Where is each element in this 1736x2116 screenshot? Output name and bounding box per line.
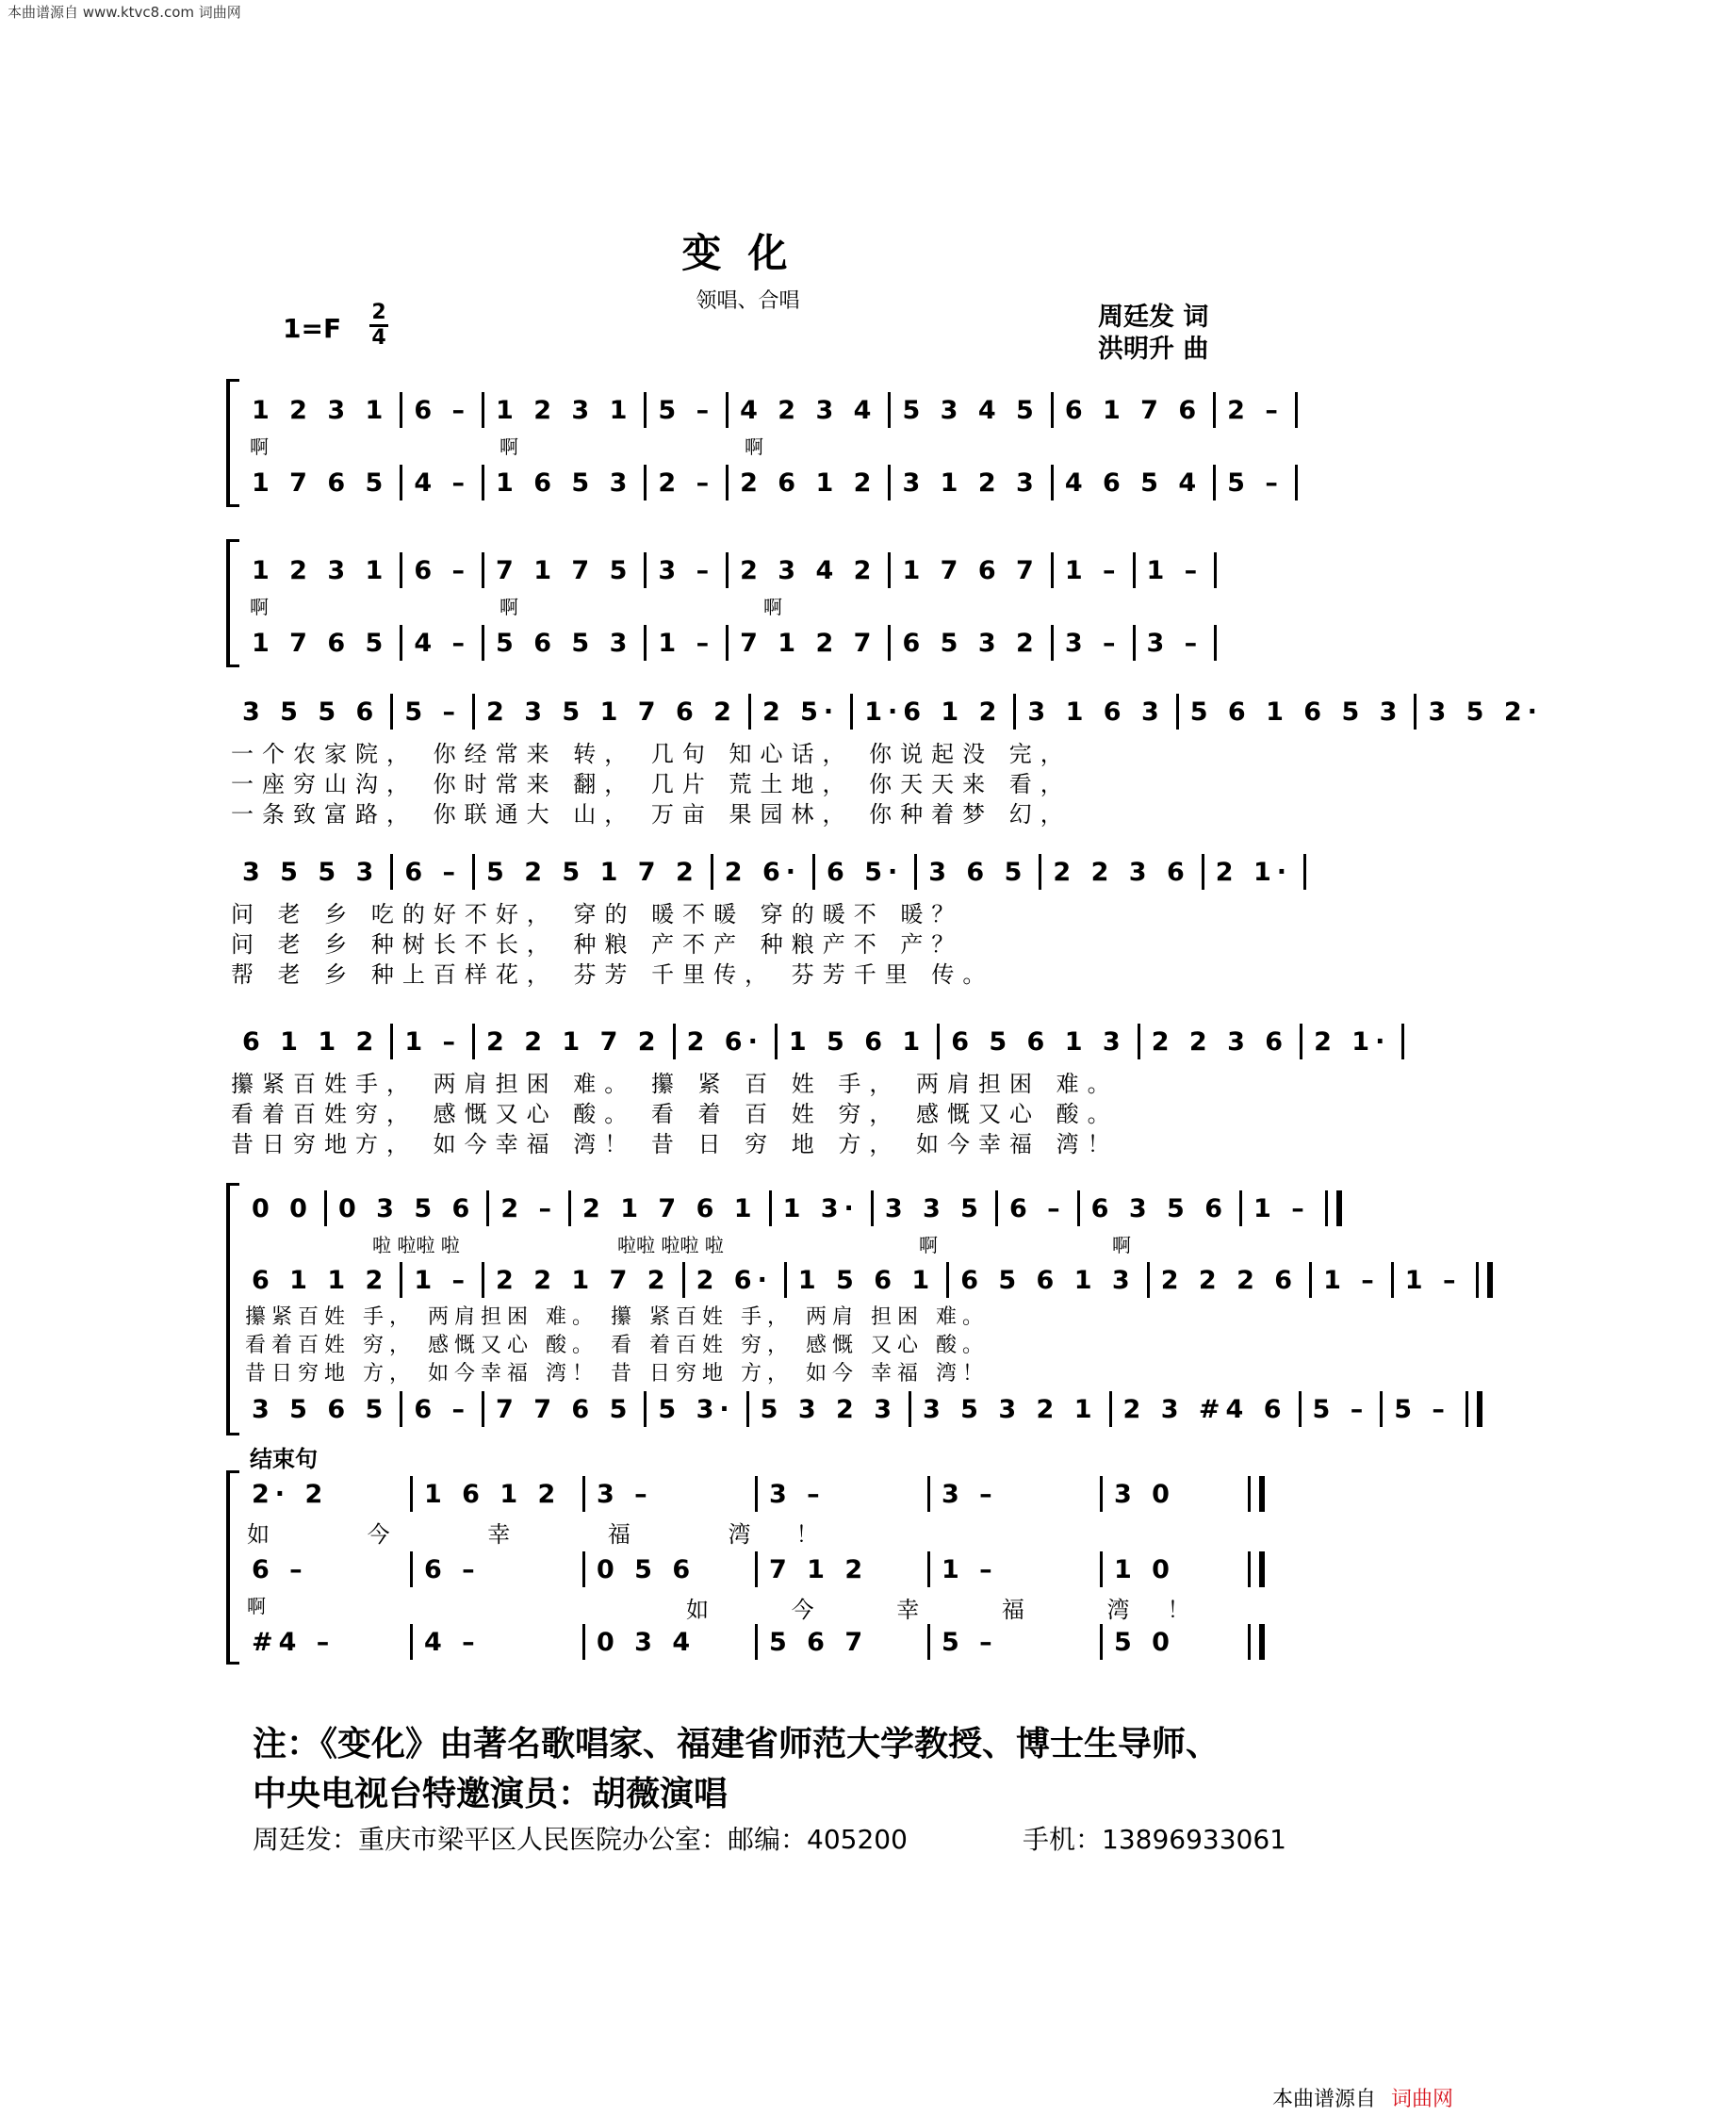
measure: 1 6 5 3 <box>484 464 647 501</box>
measure: 2 2 3 6 <box>1140 1023 1302 1060</box>
system1-lower <box>0 464 1736 501</box>
measure: 4 2 3 4 <box>729 391 891 429</box>
measure: 1 – <box>1394 1261 1494 1299</box>
song-subtitle: 领唱、合唱 <box>696 289 800 313</box>
lyric-syllable: 啊 <box>250 596 269 618</box>
measure: 2 – <box>1216 391 1298 429</box>
ending-bottom-notes <box>0 1623 1736 1661</box>
measure: 2 6· <box>685 1261 787 1299</box>
measure: 2 – <box>647 464 729 501</box>
ending-top-notes <box>0 1475 1736 1513</box>
ending-middle-lyrics: 如 今 幸 福 湾！ <box>686 1597 1228 1623</box>
time-signature <box>369 302 388 350</box>
measure: 4 6 5 4 <box>1054 464 1216 501</box>
measure: 2 6· <box>676 1023 778 1060</box>
contact-address: 周廷发：重庆市梁平区人民医院办公室：邮编：405200 <box>253 1824 908 1855</box>
measure: 7 1 7 5 <box>484 551 647 589</box>
measure: 2 1· <box>1204 853 1306 891</box>
measure: 6 – <box>402 391 484 429</box>
site-watermark-top: 本曲谱源自 www.ktvc8.com 词曲网 <box>8 4 241 21</box>
measure: 5 – <box>1383 1390 1482 1428</box>
measure: 6 1 1 2 <box>240 1261 402 1299</box>
lyric-syllable: 啊 <box>763 596 782 618</box>
measure: 0 3 5 6 <box>327 1189 489 1227</box>
measure: #4 – <box>252 1627 336 1657</box>
system1-upper <box>0 391 1736 429</box>
verse3-lyrics-line2: 看着百姓穷， 感慨又心 酸。 看 着 百 姓 穷， 感慨又心 酸。 <box>231 1101 1119 1127</box>
measure: 5 – <box>1302 1390 1384 1428</box>
time-bottom: 4 <box>371 326 386 350</box>
chorus-lyrics-line2: 看着百姓 穷， 感慨又心 酸。 看 着百姓 穷， 感慨 又心 酸。 <box>245 1334 989 1357</box>
measure: 1 – <box>402 1261 484 1299</box>
measure: 0 5 6 <box>597 1554 696 1584</box>
measure: 5 2 5 1 7 2 <box>475 853 713 891</box>
measure: 5 – <box>1216 464 1298 501</box>
lyric-syllable: 啊 <box>1112 1234 1131 1256</box>
measure: 1 – <box>1242 1189 1342 1227</box>
measure: 5 3 4 5 <box>891 391 1053 429</box>
lyric-syllable: 啦 啦啦 啦 <box>372 1234 460 1256</box>
measure: 6 – <box>424 1554 481 1584</box>
watermark-left-text: 本曲谱源自 <box>1272 2088 1377 2111</box>
verse2-lyrics-line1: 问 老 乡 吃的好不好， 穿的 暖不暖 穿的暖不 暖？ <box>231 901 963 927</box>
measure: 1 2 3 1 <box>484 391 647 429</box>
measure: 2 3 #4 6 <box>1112 1390 1302 1428</box>
ending-label: 结束句 <box>250 1446 318 1472</box>
measure: 5 6 5 3 <box>484 624 647 662</box>
watermark-brand-text: 词曲网 <box>1391 2088 1454 2111</box>
verse1-lyrics-line2: 一座穷山沟， 你时常来 翻， 几片 荒土地， 你天天来 看， <box>231 771 1072 797</box>
lyric-syllable: 啊 <box>745 435 763 458</box>
measure: 6 – <box>402 1390 484 1428</box>
measure: 2 1 7 6 1 <box>571 1189 772 1227</box>
lyric-syllable: 啊 <box>247 1595 266 1617</box>
measure: 5 6 1 6 5 3 <box>1179 693 1417 730</box>
measure: 2 6 1 2 <box>729 464 891 501</box>
measure: 1 2 3 1 <box>240 551 402 589</box>
measure: 3 5 2· <box>1428 697 1543 727</box>
measure: 4 – <box>402 464 484 501</box>
measure: 6 5· <box>815 853 917 891</box>
measure: 6 – <box>393 853 475 891</box>
measure: 3 5 6 5 <box>240 1390 402 1428</box>
measure: 1 6 1 2 <box>424 1479 562 1509</box>
measure: 5 – <box>942 1627 998 1657</box>
lyric-syllable: 啦啦 啦啦 啦 <box>617 1234 724 1256</box>
measure: 2 3 5 1 7 6 2 <box>475 693 751 730</box>
measure: 2 2 1 7 2 <box>475 1023 676 1060</box>
chorus-top-notes <box>0 1189 1736 1227</box>
measure: 1 – <box>942 1554 998 1584</box>
measure: 2· 2 <box>252 1479 329 1509</box>
measure: 5 – <box>393 693 475 730</box>
composer-credit: 洪明升 曲 <box>1098 335 1209 364</box>
verse2-notes <box>0 853 1727 891</box>
measure: 1 – <box>393 1023 475 1060</box>
chorus-middle-notes <box>0 1261 1736 1299</box>
chorus-bottom-notes <box>0 1390 1736 1428</box>
measure: 1 – <box>647 624 729 662</box>
measure: 2 2 2 6 <box>1150 1261 1312 1299</box>
measure: 6 – <box>998 1189 1080 1227</box>
measure: 3 0 <box>1114 1479 1175 1509</box>
measure: 5 0 <box>1114 1627 1175 1657</box>
measure: 6 – <box>252 1554 308 1584</box>
verse2-lyrics-line3: 帮 老 乡 种上百样花， 芬芳 千里传， 芬芳千里 传。 <box>231 961 994 988</box>
measure: 3 – <box>1136 624 1218 662</box>
chorus-lyrics-line3: 昔日穷地 方， 如今幸福 湾！ 昔 日穷地 方， 如今 幸福 湾！ <box>245 1362 989 1386</box>
measure: 6 1 1 2 <box>231 1023 393 1060</box>
measure: 3 5 3 2 1 <box>911 1390 1112 1428</box>
measure: 3 – <box>1054 624 1136 662</box>
system2-upper <box>0 551 1736 589</box>
measure: 3 5 5 6 <box>231 693 393 730</box>
measure: 5 – <box>647 391 729 429</box>
note-line-1: 注：《变化》由著名歌唱家、福建省师范大学教授、博士生导师、 <box>253 1725 1220 1763</box>
measure: 3 6 5 <box>917 853 1041 891</box>
measure: 3 3 5 <box>874 1189 998 1227</box>
measure: 3 – <box>942 1479 998 1509</box>
measure: 6 3 5 6 <box>1080 1189 1242 1227</box>
measure: 5 3· <box>647 1390 748 1428</box>
measure: 2 1· <box>1302 1023 1404 1060</box>
measure: 6 – <box>402 551 484 589</box>
measure: 3 – <box>597 1479 653 1509</box>
measure: 3 – <box>769 1479 826 1509</box>
lyric-syllable: 啊 <box>919 1234 938 1256</box>
ending-middle-notes <box>0 1550 1736 1588</box>
measure: 2 6· <box>713 853 815 891</box>
lyricist-credit: 周廷发 词 <box>1098 303 1209 332</box>
verse3-notes <box>0 1023 1727 1060</box>
measure: 3 1 6 3 <box>1016 693 1178 730</box>
lyric-syllable: 啊 <box>250 435 269 458</box>
measure: 7 1 2 <box>769 1554 869 1584</box>
key-signature: 1=F <box>283 313 342 344</box>
measure: 7 1 2 7 <box>729 624 891 662</box>
verse1-notes <box>0 693 1727 730</box>
measure: 1 7 6 7 <box>891 551 1053 589</box>
measure: 1 2 3 1 <box>240 391 402 429</box>
measure: 1 – <box>1136 551 1218 589</box>
verse3-lyrics-line1: 攥紧百姓手， 两肩担困 难。 攥 紧 百 姓 手， 两肩担困 难。 <box>231 1071 1119 1097</box>
note-line-2: 中央电视台特邀演员：胡薇演唱 <box>253 1775 729 1813</box>
measure: 1 – <box>1312 1261 1394 1299</box>
measure: 0 3 4 <box>597 1627 696 1657</box>
measure: 2 2 3 6 <box>1041 853 1204 891</box>
measure: 3 1 2 3 <box>891 464 1053 501</box>
time-top: 2 <box>371 301 386 324</box>
measure: 6 5 6 1 3 <box>949 1261 1150 1299</box>
measure: 5 3 2 3 <box>749 1390 911 1428</box>
measure: 2 5· <box>751 693 853 730</box>
measure: 1 0 <box>1114 1554 1175 1584</box>
measure: 2 3 4 2 <box>729 551 891 589</box>
site-watermark-bottom <box>1272 2083 1453 2112</box>
verse2-lyrics-line2: 问 老 乡 种树长不长， 种粮 产不产 种粮产不 产？ <box>231 931 963 958</box>
contact-phone: 手机：13896933061 <box>1023 1824 1286 1855</box>
measure: 1 3· <box>772 1189 874 1227</box>
song-title: 变化 <box>681 230 814 276</box>
lyric-syllable: 啊 <box>500 596 518 618</box>
measure: 5 6 7 <box>769 1627 869 1657</box>
verse3-lyrics-line3: 昔日穷地方， 如今幸福 湾！ 昔 日 穷 地 方， 如今幸福 湾！ <box>231 1131 1119 1157</box>
ending-top-lyrics: 如 今 幸 福 湾！ <box>247 1521 864 1548</box>
measure: 2 – <box>489 1189 571 1227</box>
measure: 6 1 7 6 <box>1054 391 1216 429</box>
measure: 4 – <box>424 1627 481 1657</box>
measure: 1 5 6 1 <box>778 1023 940 1060</box>
system2-lower <box>0 624 1736 662</box>
measure: 2 2 1 7 2 <box>484 1261 685 1299</box>
measure: 1 5 6 1 <box>787 1261 949 1299</box>
measure: 1 – <box>1054 551 1136 589</box>
measure: 7 7 6 5 <box>484 1390 647 1428</box>
chorus-lyrics-line1: 攥紧百姓 手， 两肩担困 难。 攥 紧百姓 手， 两肩 担困 难。 <box>245 1305 989 1329</box>
measure: 6 5 3 2 <box>891 624 1053 662</box>
verse1-lyrics-line3: 一条致富路， 你联通大 山， 万亩 果园林， 你种着梦 幻， <box>231 801 1072 828</box>
measure: 1 7 6 5 <box>240 624 402 662</box>
measure: 6 5 6 1 3 <box>940 1023 1140 1060</box>
measure: 1 7 6 5 <box>240 464 402 501</box>
measure: 3 – <box>647 551 729 589</box>
measure: 4 – <box>402 624 484 662</box>
measure: 3 5 5 3 <box>231 853 393 891</box>
lyric-syllable: 啊 <box>500 435 518 458</box>
verse1-lyrics-line1: 一个农家院， 你经常来 转， 几句 知心话， 你说起没 完， <box>231 741 1072 767</box>
measure: 0 0 <box>240 1189 327 1227</box>
measure: 1·6 1 2 <box>853 693 1016 730</box>
